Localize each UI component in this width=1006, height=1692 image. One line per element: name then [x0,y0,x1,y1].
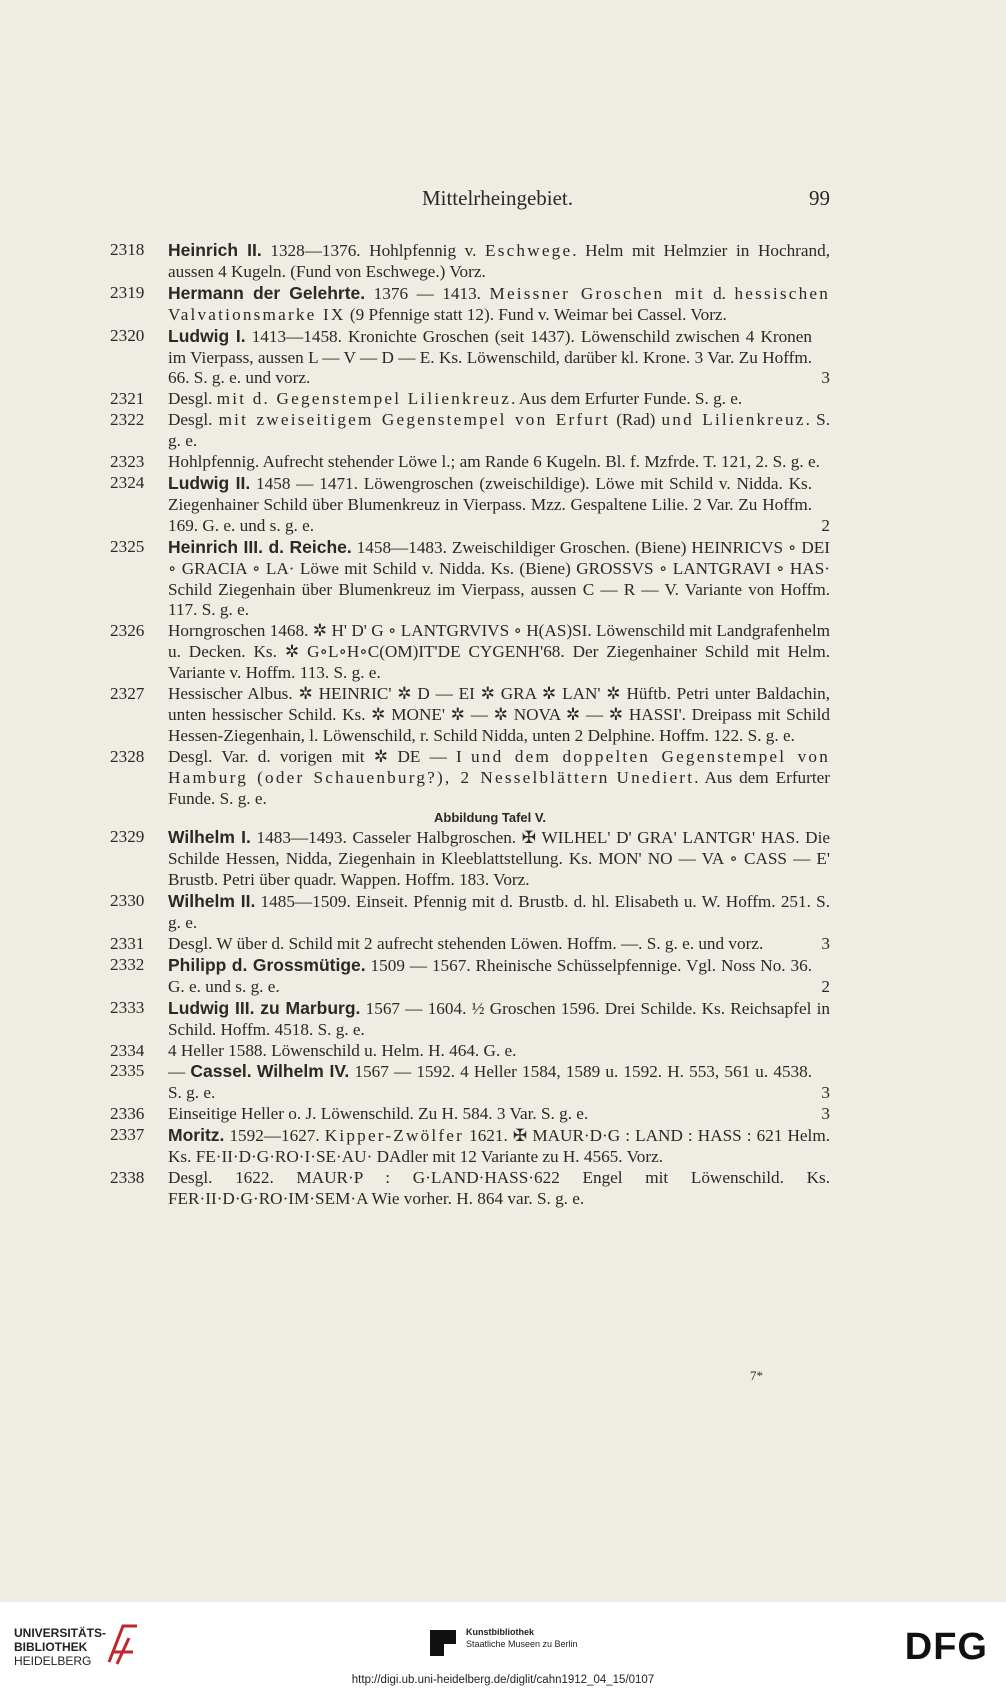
text-run: — [168,1062,191,1082]
entry-text [168,934,830,955]
entry-number: 2325 [110,536,145,556]
text-run: 1413—1458. Kronichte Groschen (seit 1437). Löwenschild zwischen 4 Kronen im Vierpass, aussen L — V — D — E. Ks. Löwenschild, darüber kl. Krone. 3 Var. Zu Hoffm. 66. S. g. e. und vorz. [168,326,812,388]
catalog-entry [110,452,830,473]
catalog-entry [110,998,830,1041]
catalog-entry [110,389,830,410]
text-run: Hessischer Albus. ✲ HEINRIC' ✲ D — EI ✲ GRA ✲ LAN' ✲ Hüftb. Petri unter Baldachin, unten hessischer Schild. Ks. ✲ MONE' ✲ — ✲ NOVA ✲ — ✲ HASSI'. Dreipass mit Schild Hessen-Ziegenhain, l. Löwenschild, r. Schild Nidda, unten 2 Delphine. Hoffm. 122. S. g. e. [168,684,830,745]
catalog-entry [110,747,830,810]
running-header [165,186,830,214]
kunstbibliothek-text [466,1626,578,1650]
entry-price: 3 [821,1104,830,1124]
text-run: 1458—1483. Zweischildiger Groschen. (Biene) HEINRICVS ∘ DEI ∘ GRACIA ∘ LA· Löwe mit Schild v. Nidda. Ks. (Biene) GROSSVS ∘ LANTGRAVI ∘ HAS· Schild Ziegenhain über Blumenkreuz im Vierpass, aussen C — R — V. Variante von Hoffm. 117. S. g. e. [168,537,830,620]
ruler-name: Ludwig III. zu Marburg. [168,997,361,1018]
ruler-name: Philipp d. Grossmütige. [168,954,366,975]
spaced-text: hessischen Valvationsmarke IX [168,283,831,324]
entry-number: 2324 [110,472,145,492]
entry-number: 2332 [110,954,145,974]
text-run: d. [704,283,735,303]
entry-number: 2327 [110,684,145,704]
text-run: (9 Pfennige statt 12). Fund v. Weimar bei Cassel. Vorz. [345,304,727,324]
ruler-name: Ludwig I. [168,325,246,346]
text-run: 1509 — 1567. Rheinische Schüsselpfennige. Vgl. Noss No. 36. G. e. und s. g. e. [168,955,812,996]
text-run: . Aus dem Erfurter Funde. S. g. e. [168,767,830,808]
entry-text [168,998,830,1041]
entry-price: 3 [821,934,830,953]
entry-text [168,1125,830,1168]
entry-number: 2322 [110,410,145,430]
text-run: 1567 — 1592. 4 Heller 1584, 1589 u. 1592. H. 553, 561 u. 4538. S. g. e. [168,1062,813,1103]
entry-number: 2319 [110,282,145,302]
entry-number: 2331 [110,934,145,953]
text-run: Hohlpfennig. Aufrecht stehender Löwe l.; am Rande 6 Kugeln. Bl. f. Mzfrde. T. 121, 2. S. g. e. [168,452,820,472]
text-run: 1483—1493. Casseler Halbgroschen. ✠ WILHEL' D' GRA' LANTGR' HAS. Die Schilde Hessen, Nidda, Ziegenhain in Kleeblattstellung. Ks. MON' NO — VA ∘ CASS — E' Brustb. Petri über quadr. Wappen. Hoffm. 183. Vorz. [168,828,830,890]
permalink-url[interactable]: http://digi.ub.uni-heidelberg.de/diglit/cahn1912_04_15/0107 [351,1674,655,1686]
catalog-entry [110,537,830,622]
spaced-text: Meissner Groschen mit [489,283,705,303]
entry-number: 2323 [110,452,145,472]
ruler-name: Hermann der Gelehrte. [168,282,366,303]
spaced-text: und Lilienkreuz [661,410,806,430]
text-run: 1328—1376. Hohlpfennig v. [261,241,486,260]
figure-caption: Abbildung Tafel V. [434,810,546,826]
text-run: Einseitige Heller o. J. Löwenschild. Zu H. 584. 3 Var. S. g. e. [168,1104,589,1124]
signature-mark: 7* [750,1368,763,1383]
catalog-entry [110,1168,830,1210]
entry-text [168,452,830,473]
entry-number: 2333 [110,997,145,1017]
text-run: . Helm mit Helmzier in Hochrand, aussen 4 Kugeln. (Fund von Eschwege.) Vorz. [168,241,831,281]
catalog-entry [110,827,830,891]
spaced-text: Kipper-Zwölfer [324,1126,465,1146]
text-run: Desgl. 1622. MAUR·P : G·LAND·HASS·622 Engel mit Löwenschild. Ks. FER·II·D·G·RO·IM·SEM·A Wie vorher. H. 864 var. S. g. e. [168,1167,830,1208]
entry-text [168,473,830,537]
catalog-entry [110,1061,830,1104]
text-run: 4 Heller 1588. Löwenschild u. Helm. H. 464. G. e. [168,1040,517,1060]
text-run: Desgl. Var. d. vorigen mit ✲ DE — I [168,746,471,766]
entry-text [168,827,830,891]
catalog-entries [110,240,830,1210]
catalog-entry [110,934,830,955]
entry-text [168,389,830,410]
entry-text [168,1041,830,1062]
entry-text [168,1104,830,1125]
entry-text [168,537,830,622]
ruler-name: Wilhelm I. [168,827,251,848]
text-run: Desgl. W über d. Schild mit 2 aufrecht stehenden Löwen. Hoffm. —. S. g. e. und vorz. [168,934,764,953]
ruler-name: Ludwig II. [168,472,251,493]
dfg-logo: DFG [904,1626,988,1668]
catalog-entry [110,621,830,684]
spaced-text: Unediert [616,767,695,787]
ruler-name: Heinrich II. [168,240,262,260]
text-run: Desgl. [168,410,219,430]
kunstbibliothek-emblem-icon [430,1630,456,1656]
ruler-name: Wilhelm II. [168,891,256,912]
ruler-name: Moritz. [168,1125,225,1146]
page-title: Mittelrheingebiet. [421,186,574,210]
text-run: . Aus dem Erfurter Funde. S. g. e. [511,389,743,409]
entry-text [168,1168,830,1210]
entry-text [168,955,830,998]
catalog-entry [110,1104,830,1125]
entry-number: 2329 [110,827,145,847]
entry-number: 2328 [110,746,145,766]
entry-price: 3 [821,1083,830,1103]
text-run: 1376 — 1413. [365,283,490,303]
entry-text [168,891,830,934]
entry-number: 2321 [110,389,145,409]
text-run: 1621. ✠ MAUR·D·G : LAND : HASS : 621 Helm. Ks. FE·II·D·G·RO·I·SE·AU· DAdler mit 12 Variante zu H. 4565. Vorz. [168,1126,830,1167]
ub-line-2: BIBLIOTHEK [14,1640,88,1654]
spaced-text: und dem doppelten Gegenstempel von Hamburg (oder Schauenburg?), 2 Nesselblättern [168,746,831,787]
text-run: 1458 — 1471. Löwengroschen (zweischildige). Löwe mit Schild v. Nidda. Ks. Ziegenhainer Schild über Blumenkreuz in Vierpass. Mzz. Gespaltene Lilie. 2 Var. Zu Hoffm. 169. G. e. und s. g. e. [168,473,812,535]
entry-number: 2330 [110,891,145,911]
catalog-entry [110,955,830,998]
text-run: 1485—1509. Einseit. Pfennig mit d. Brustb. d. hl. Elisabeth u. W. Hoffm. 251. S. g. e. [168,892,830,933]
entry-text [168,240,830,283]
ruler-name: Heinrich III. d. Reiche. [168,536,352,557]
entry-number: 2337 [110,1125,145,1145]
footer-bar [0,1602,1006,1692]
entry-number: 2334 [110,1040,145,1060]
entry-text [168,410,830,452]
catalog-entry [110,240,830,283]
catalog-entry [110,473,830,537]
ruler-name: Wilhelm IV. [256,1061,350,1082]
catalog-entry [110,326,830,390]
text-run: Horngroschen 1468. ✲ H' D' G ∘ LANTGRVIVS ∘ H(AS)SI. Löwenschild mit Landgrafenhelm u. Decken. Ks. ✲ G∘L∘H∘C(OM)IT'DE CYGENH'68. Der Ziegenhainer Schild mit Helm. Variante v. Hoffm. 113. S. g. e. [168,621,830,683]
entry-text [168,747,830,810]
page-number: 99 [809,186,830,210]
entry-price: 2 [821,976,830,996]
kb-line-1: Kunstbibliothek [466,1627,534,1637]
entry-number: 2318 [110,240,145,259]
text-run: (Rad) [610,410,662,430]
entry-text [168,621,830,684]
entry-price: 3 [821,368,830,388]
catalog-entry [110,1041,830,1062]
ub-heidelberg-text [14,1626,106,1668]
ub-heidelberg-logo-icon [103,1622,143,1668]
ruler-name: Cassel. [190,1061,252,1082]
text-run: 1592—1627. [224,1126,325,1146]
catalog-entry [110,684,830,747]
entry-number: 2336 [110,1104,145,1124]
entry-number: 2320 [110,325,145,345]
entry-price: 2 [821,515,830,535]
entry-number: 2326 [110,621,145,641]
spaced-text: mit zweiseitigem Gegenstempel von Erfurt [218,410,611,430]
spaced-text: Eschwege [485,241,573,260]
spaced-text: mit d. Gegenstempel Lilienkreuz [216,389,512,409]
entry-number: 2335 [110,1061,145,1081]
catalog-entry [110,283,830,326]
catalog-entry [110,1125,830,1168]
text-run: 1567 — 1604. ½ Groschen 1596. Drei Schilde. Ks. Reichsapfel in Schild. Hoffm. 4518. S. g. e. [168,998,830,1039]
ub-line-1: UNIVERSITÄTS- [14,1626,107,1640]
entry-text [168,684,830,747]
entry-number: 2338 [110,1167,145,1187]
kb-line-2: Staatliche Museen zu Berlin [466,1639,578,1649]
entry-text [168,1061,830,1104]
catalog-entry [110,410,830,452]
entry-text [168,326,830,390]
catalog-entry [110,891,830,934]
text-run: Desgl. [168,389,217,409]
ub-line-3: HEIDELBERG [14,1654,92,1668]
text-run: . S. g. e. [168,410,830,451]
entry-text [168,283,830,326]
